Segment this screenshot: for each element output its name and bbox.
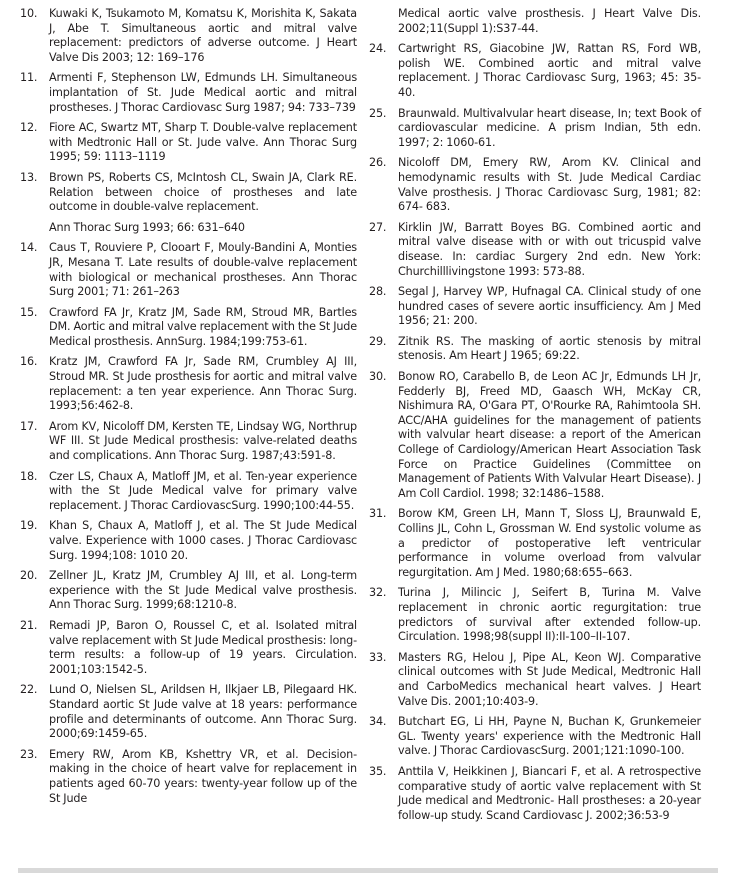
reference-text: Kratz JM, Crawford FA Jr, Sade RM, Crumbley AJ III, Stroud MR. St Jude prosthesis for aortic and mitral valve replacement: a ten year experience. Ann Thorac Surg. 1993;56:462-8. bbox=[49, 355, 357, 413]
reference-text: Brown PS, Roberts CS, McIntosh CL, Swain JA, Clark RE. Relation between choice of prostheses and late outcome in double-valve replacement. bbox=[49, 170, 357, 214]
page-bottom-border bbox=[18, 868, 718, 873]
reference-number: 25. bbox=[369, 106, 387, 120]
reference-text: Masters RG, Helou J, Pipe AL, Keon WJ. Comparative clinical outcomes with St Jude Medical, Medtronic Hall and CarboMedics mechanical heart valves. J Heart Valve Dis. 2001;10:403-9. bbox=[398, 650, 701, 708]
reference-number: 35. bbox=[369, 764, 387, 778]
reference-number: 23. bbox=[20, 747, 38, 761]
reference-text: Zellner JL, Kratz JM, Crumbley AJ III, et al. Long-term experience with the St Jude Medical valve prosthesis. Ann Thorac Surg. 1999;68:1210-8. bbox=[49, 569, 357, 612]
reference-number: 18. bbox=[20, 469, 38, 483]
reference-text: Anttila V, Heikkinen J, Biancari F, et al. A retrospective comparative study of aortic valve replacement with St Jude medical and Medtronic- Hall prostheses: a 20-year follow-up study. Scand Cardiovasc J. 2002;36:53-9 bbox=[398, 764, 701, 822]
reference-text: Crawford FA Jr, Kratz JM, Sade RM, Stroud MR, Bartles DM. Aortic and mitral valve replacement with the St Jude Medical prosthesis. AnnSurg. 1984;199:753-61. bbox=[49, 305, 357, 348]
reference-33 bbox=[369, 651, 701, 709]
reference-text: Fiore AC, Swartz MT, Sharp T. Double-valve replacement with Medtronic Hall or St. Jude valve. Ann Thorac Surg 1995; 59: 1113–1119 bbox=[49, 121, 357, 164]
reference-32 bbox=[369, 586, 701, 644]
reference-text: Khan S, Chaux A, Matloff J, et al. The St Jude Medical valve. Experience with 1000 cases. J Thorac Cardiovasc Surg. 1994;108: 1010 20. bbox=[49, 519, 357, 562]
reference-text: Remadi JP, Baron O, Roussel C, et al. Isolated mitral valve replacement with St Jude Medical prosthesis: long-term results: a follow-up of 19 years. Circulation. 2001;103:1542-5. bbox=[49, 618, 357, 676]
reference-number: 13. bbox=[20, 170, 38, 184]
reference-number: 19. bbox=[20, 519, 38, 533]
reference-number: 16. bbox=[20, 355, 38, 369]
reference-number: 17. bbox=[20, 419, 38, 433]
reference-13 bbox=[20, 171, 357, 215]
reference-14 bbox=[20, 241, 357, 299]
reference-number: 31. bbox=[369, 507, 387, 521]
reference-text: Kirklin JW, Barratt Boyes BG. Combined aortic and mitral valve disease with or with out tricuspid valve disease. In: cardiac Surgery 2nd edn. New York: Churchilllivingstone 1993: 573-88. bbox=[398, 220, 701, 278]
reference-number: 11. bbox=[20, 71, 38, 85]
reference-number: 10. bbox=[20, 7, 38, 20]
reference-25 bbox=[369, 107, 701, 151]
reference-text: Czer LS, Chaux A, Matloff JM, et al. Ten-year experience with the St Jude Medical valve for primary valve replacement. J Thorac CardiovascSurg. 1990;100:44-55. bbox=[49, 469, 357, 512]
reference-text: Segal J, Harvey WP, Hufnagal CA. Clinical study of one hundred cases of severe aortic insufficiency. Am J Med 1956; 21: 200. bbox=[398, 285, 701, 328]
reference-text: Caus T, Rouviere P, Clooart F, Mouly-Bandini A, Monties JR, Mesana T. Late results of double-valve replacement with biological or mechanical prostheses. Ann Thorac Surg 2001; 71: 261–263 bbox=[49, 241, 357, 299]
left-column bbox=[20, 7, 357, 806]
reference-23 bbox=[20, 748, 357, 806]
reference-text: Armenti F, Stephenson LW, Edmunds LH. Simultaneous implantation of St. Jude Medical aortic and mitral prostheses. J Thorac Cardiovasc Surg 1987; 94: 733–739 bbox=[49, 71, 357, 114]
reference-18 bbox=[20, 470, 357, 514]
reference-text: Zitnik RS. The masking of aortic stenosis by mitral stenosis. Am Heart J 1965; 69:22. bbox=[398, 334, 701, 363]
reference-text: Cartwright RS, Giacobine JW, Rattan RS, Ford WB, polish WE. Combined aortic and mitral valve replacement. J Thorac Cardiovasc Surg, 1963; 45: 35-40. bbox=[398, 42, 701, 99]
reference-number: 24. bbox=[369, 42, 387, 56]
reference-21 bbox=[20, 619, 357, 677]
reference-29 bbox=[369, 335, 701, 364]
reference-number: 30. bbox=[369, 370, 387, 384]
reference-text: Nicoloff DM, Emery RW, Arom KV. Clinical and hemodynamic results with St. Jude Medical Cardiac Valve prosthesis. J Thorac Cardiovasc Surg, 1981; 82: 674- 683. bbox=[398, 156, 701, 214]
reference-30 bbox=[369, 370, 701, 501]
reference-15 bbox=[20, 306, 357, 350]
reference-22 bbox=[20, 683, 357, 741]
reference-number: 14. bbox=[20, 241, 38, 255]
reference-text: Ann Thorac Surg 1993; 66: 631–640 bbox=[49, 220, 245, 234]
reference-27 bbox=[369, 221, 701, 279]
reference-text: Emery RW, Arom KB, Kshettry VR, et al. Decision-making in the choice of heart valve for replacement in patients aged 60-70 years: twenty-year follow up of the St Jude bbox=[49, 747, 357, 805]
reference-text: Braunwald. Multivalvular heart disease, In; text Book of cardiovascular medicine. A prism Indian, 5th edn. 1997; 2: 1060-61. bbox=[398, 106, 701, 149]
reference-19 bbox=[20, 519, 357, 563]
reference-text: Kuwaki K, Tsukamoto M, Komatsu K, Morishita K, Sakata J, Abe T. Simultaneous aortic and mitral valve replacement: predictors of adverse outcome. J Heart Valve Dis 2003; 12: 169–176 bbox=[49, 7, 357, 64]
reference-16 bbox=[20, 355, 357, 413]
reference-28 bbox=[369, 285, 701, 329]
reference-text: Butchart EG, Li HH, Payne N, Buchan K, Grunkemeier GL. Twenty years' experience with the Medtronic Hall valve. J Thorac CardiovascSurg. 2001;121:1090-100. bbox=[398, 715, 701, 758]
reference-13-continued bbox=[20, 221, 357, 236]
reference-number: 22. bbox=[20, 683, 38, 697]
reference-text: Lund O, Nielsen SL, Arildsen H, Ilkjaer LB, Pilegaard HK. Standard aortic St Jude valve at 18 years: performance profile and determinants of outcome. Ann Thorac Surg. 2000;69:1459-65. bbox=[49, 683, 357, 741]
reference-number: 12. bbox=[20, 121, 38, 135]
reference-number: 20. bbox=[20, 569, 38, 583]
reference-text: Bonow RO, Carabello B, de Leon AC Jr, Edmunds LH Jr, Fedderly BJ, Freed MD, Gaasch WH, McKay CR, Nishimura RA, O'Gara PT, O'Rourke RA, Rahimtoola SH. ACC/AHA guidelines for the management of patients with valvular heart disease: a report of the American College of Cardiology/American Heart Association Task Force on Practice Guidelines (Committee on Management of Patients With Valvular Heart Disease). J Am Coll Cardiol. 1998; 32:1486–1588. bbox=[398, 370, 701, 500]
reference-26 bbox=[369, 156, 701, 214]
reference-31 bbox=[369, 507, 701, 580]
reference-17 bbox=[20, 420, 357, 464]
reference-text: Borow KM, Green LH, Mann T, Sloss LJ, Braunwald E, Collins JL, Cohn L, Grossman W. End systolic volume as a predictor of postoperative left ventricular performance in volume overload from valvular regurgitation. Am J Med. 1980;68:655–663. bbox=[398, 507, 701, 579]
reference-34 bbox=[369, 715, 701, 759]
reference-number: 32. bbox=[369, 586, 387, 600]
reference-12 bbox=[20, 121, 357, 165]
reference-10 bbox=[20, 7, 357, 65]
right-column bbox=[369, 7, 701, 823]
reference-number: 33. bbox=[369, 650, 387, 664]
reference-number: 34. bbox=[369, 715, 387, 729]
reference-number: 27. bbox=[369, 220, 387, 234]
reference-11 bbox=[20, 71, 357, 115]
reference-number: 29. bbox=[369, 334, 387, 348]
reference-23-continued bbox=[369, 7, 701, 36]
reference-35 bbox=[369, 765, 701, 823]
reference-24 bbox=[369, 42, 701, 100]
reference-number: 28. bbox=[369, 285, 387, 299]
reference-text: Arom KV, Nicoloff DM, Kersten TE, Lindsay WG, Northrup WF III. St Jude Medical prosthesis: valve-related deaths and complications. Ann Thorac Surg. 1987;43:591-8. bbox=[49, 419, 357, 463]
reference-number: 21. bbox=[20, 618, 38, 632]
reference-number: 26. bbox=[369, 156, 387, 170]
reference-20 bbox=[20, 569, 357, 613]
reference-number: 15. bbox=[20, 305, 38, 319]
reference-text: Medical aortic valve prosthesis. J Heart Valve Dis. 2002;11(Suppl 1):S37-44. bbox=[398, 7, 701, 35]
reference-text: Turina J, Milincic J, Seifert B, Turina M. Valve replacement in chronic aortic regurgitation: true predictors of survival after extended follow-up. Circulation. 1998;98(suppl II):II-100–II-107. bbox=[398, 586, 701, 644]
